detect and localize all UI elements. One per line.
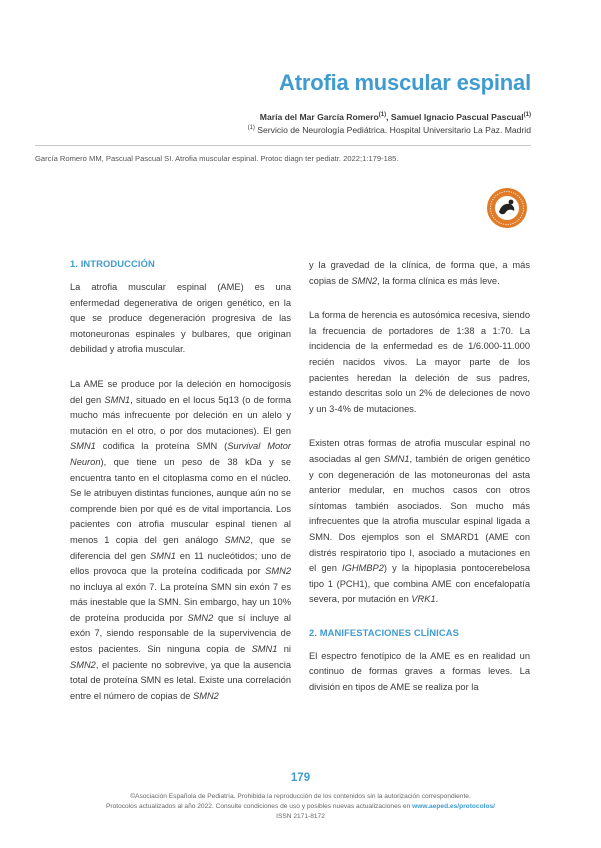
affiliation bbox=[248, 125, 531, 135]
text-run: , el paciente no sobrevive, ya que la ausencia total de proteína SMN es letal. Existe una correlación entre el número de copias de bbox=[70, 659, 291, 701]
text-run: La AME se produce por la deleción en homocigosis del gen bbox=[70, 378, 291, 405]
citation: García Romero MM, Pascual Pascual SI. Atrofia muscular espinal. Protoc diagn ter pediatr. 2022;1:179-185. bbox=[35, 154, 399, 163]
text-run: no incluya al exón 7. La proteína SMN sin exón 7 es más inestable que la SMN. Sin embargo, hay un 10% de proteína producida por bbox=[70, 581, 291, 623]
text-run: ) y la hipoplasia pontocerebelosa tipo 1 (PCH1), que combina AME con encefalopatía severa, por mutación en bbox=[309, 563, 530, 605]
footer-issn: ISSN 2171-8172 bbox=[276, 813, 325, 820]
gene-name: SMN1 bbox=[70, 441, 96, 452]
paragraph bbox=[70, 377, 291, 704]
gene-name: SMN1 bbox=[383, 453, 410, 464]
text-run: . bbox=[435, 594, 439, 605]
paragraph bbox=[309, 258, 530, 289]
affiliation-marker: (1) bbox=[247, 125, 255, 132]
gene-name: SMN2 bbox=[224, 534, 251, 545]
author-2: Samuel Ignacio Pascual Pascual bbox=[390, 112, 524, 122]
left-column bbox=[70, 258, 291, 723]
gene-name: SMN2 bbox=[187, 612, 214, 623]
footer-copyright: ©Asociación Española de Pediatría. Prohibida la reproducción de los contenidos sin la autorización correspondiente. bbox=[130, 793, 471, 800]
section-heading-introduccion: 1. INTRODUCCIÓN bbox=[70, 258, 155, 269]
text-run: y la gravedad de la clínica, de forma que, a más copias de bbox=[309, 260, 530, 286]
article-title: Atrofia muscular espinal bbox=[279, 70, 531, 95]
text-run: ni bbox=[277, 644, 291, 655]
gene-name: SMN1 bbox=[150, 550, 176, 561]
author-2-affil: (1) bbox=[523, 112, 531, 119]
text-run: , situado en el locus 5q13 (o de forma mucho más infrecuente por deleción en un alelo y mutación en el otro, o por dos mutaciones). El gen bbox=[70, 394, 291, 436]
footer-text: Protocolos actualizados al año 2022. Consulte condiciones de uso y posibles nuevas actualizaciones en bbox=[105, 803, 413, 810]
text-run: Existen otras formas de atrofia muscular espinal no asociadas al gen bbox=[309, 438, 530, 464]
gene-name: SMN2 bbox=[70, 659, 96, 670]
header-divider bbox=[35, 145, 531, 146]
text-run: , que se diferencia del gen bbox=[70, 534, 291, 561]
paragraph: La atrofia muscular espinal (AME) es una enfermedad degenerativa de origen genético, en la que se produce degeneración progresiva de las motoneuronas espinales y bulbares, que originan debilidad y atrofia muscular. bbox=[70, 282, 291, 355]
protocols-link[interactable]: www.aeped.es/protocolos/ bbox=[412, 803, 495, 810]
gene-name: SMN1 bbox=[104, 394, 131, 405]
author-separator: , bbox=[386, 112, 391, 122]
gene-name: SMN2 bbox=[351, 275, 378, 286]
gene-name: SMN2 bbox=[265, 566, 291, 577]
gene-name: SMN1 bbox=[251, 644, 278, 655]
author-1: María del Mar García Romero bbox=[259, 112, 379, 122]
text-run: , también de origen genético y con degeneración de las motoneuronas del asta anterior medular, en muchos casos con otros síntomas también asociados. Son mucho más infrecuentes que la atrofia muscular espinal ligada a SMN. Dos ejemplos son el SMARD1 (AME con distrés respiratorio tipo I, asociado a mutaciones en el gen bbox=[309, 453, 530, 574]
text-run: codifica la proteína SMN ( bbox=[95, 441, 228, 452]
right-column bbox=[309, 258, 530, 715]
protein-name: Survival Motor Neuron bbox=[70, 441, 291, 467]
gene-name: IGHMBP2 bbox=[342, 563, 384, 574]
footer-protocols bbox=[0, 802, 601, 812]
paragraph: La forma de herencia es autosómica recesiva, siendo la frecuencia de portadores de 1:38 a 1:70. La incidencia de la enfermedad es de 1/6.000-11.000 recién nacidos vivos. La mayor parte de los pacientes heredan la deleción de sus padres, estando descritas solo un 2% de deleciones de novo y un 3-4% de mutaciones. bbox=[309, 310, 530, 414]
text-run: en 11 nucleótidos; uno de ellos provoca que la proteína codificada por bbox=[70, 550, 291, 577]
affiliation-text: Servicio de Neurología Pediátrica. Hospital Universitario La Paz. Madrid bbox=[254, 125, 531, 135]
paragraph: El espectro fenotípico de la AME es en realidad un continuo de formas graves a formas leves. La división en tipos de AME se realiza por la bbox=[309, 650, 530, 693]
author-1-affil: (1) bbox=[378, 112, 387, 119]
gene-name: VRK1 bbox=[411, 594, 436, 605]
text-run: que sí incluye al exón 7, siendo responsable de la supervivencia de estos pacientes. Sin ninguna copia de bbox=[70, 612, 291, 655]
paragraph bbox=[309, 436, 530, 608]
page-number: 179 bbox=[290, 772, 311, 784]
text-run: ), que tiene un peso de 38 kDa y se encuentra tanto en el citoplasma como en el núcleo. Se le atribuyen distintas funciones, aunque aún no se comprende bien por qué es de vital importancia. Los pacientes con atrofia muscular espinal tienen al menos 1 copia del gen análogo bbox=[70, 456, 291, 545]
aep-logo-seal bbox=[486, 187, 528, 229]
section-heading-manifestaciones: 2. MANIFESTACIONES CLÍNICAS bbox=[309, 626, 459, 638]
gene-name: SMN2 bbox=[193, 690, 219, 701]
authors bbox=[260, 112, 531, 122]
text-run: , la forma clínica es más leve. bbox=[377, 275, 500, 286]
